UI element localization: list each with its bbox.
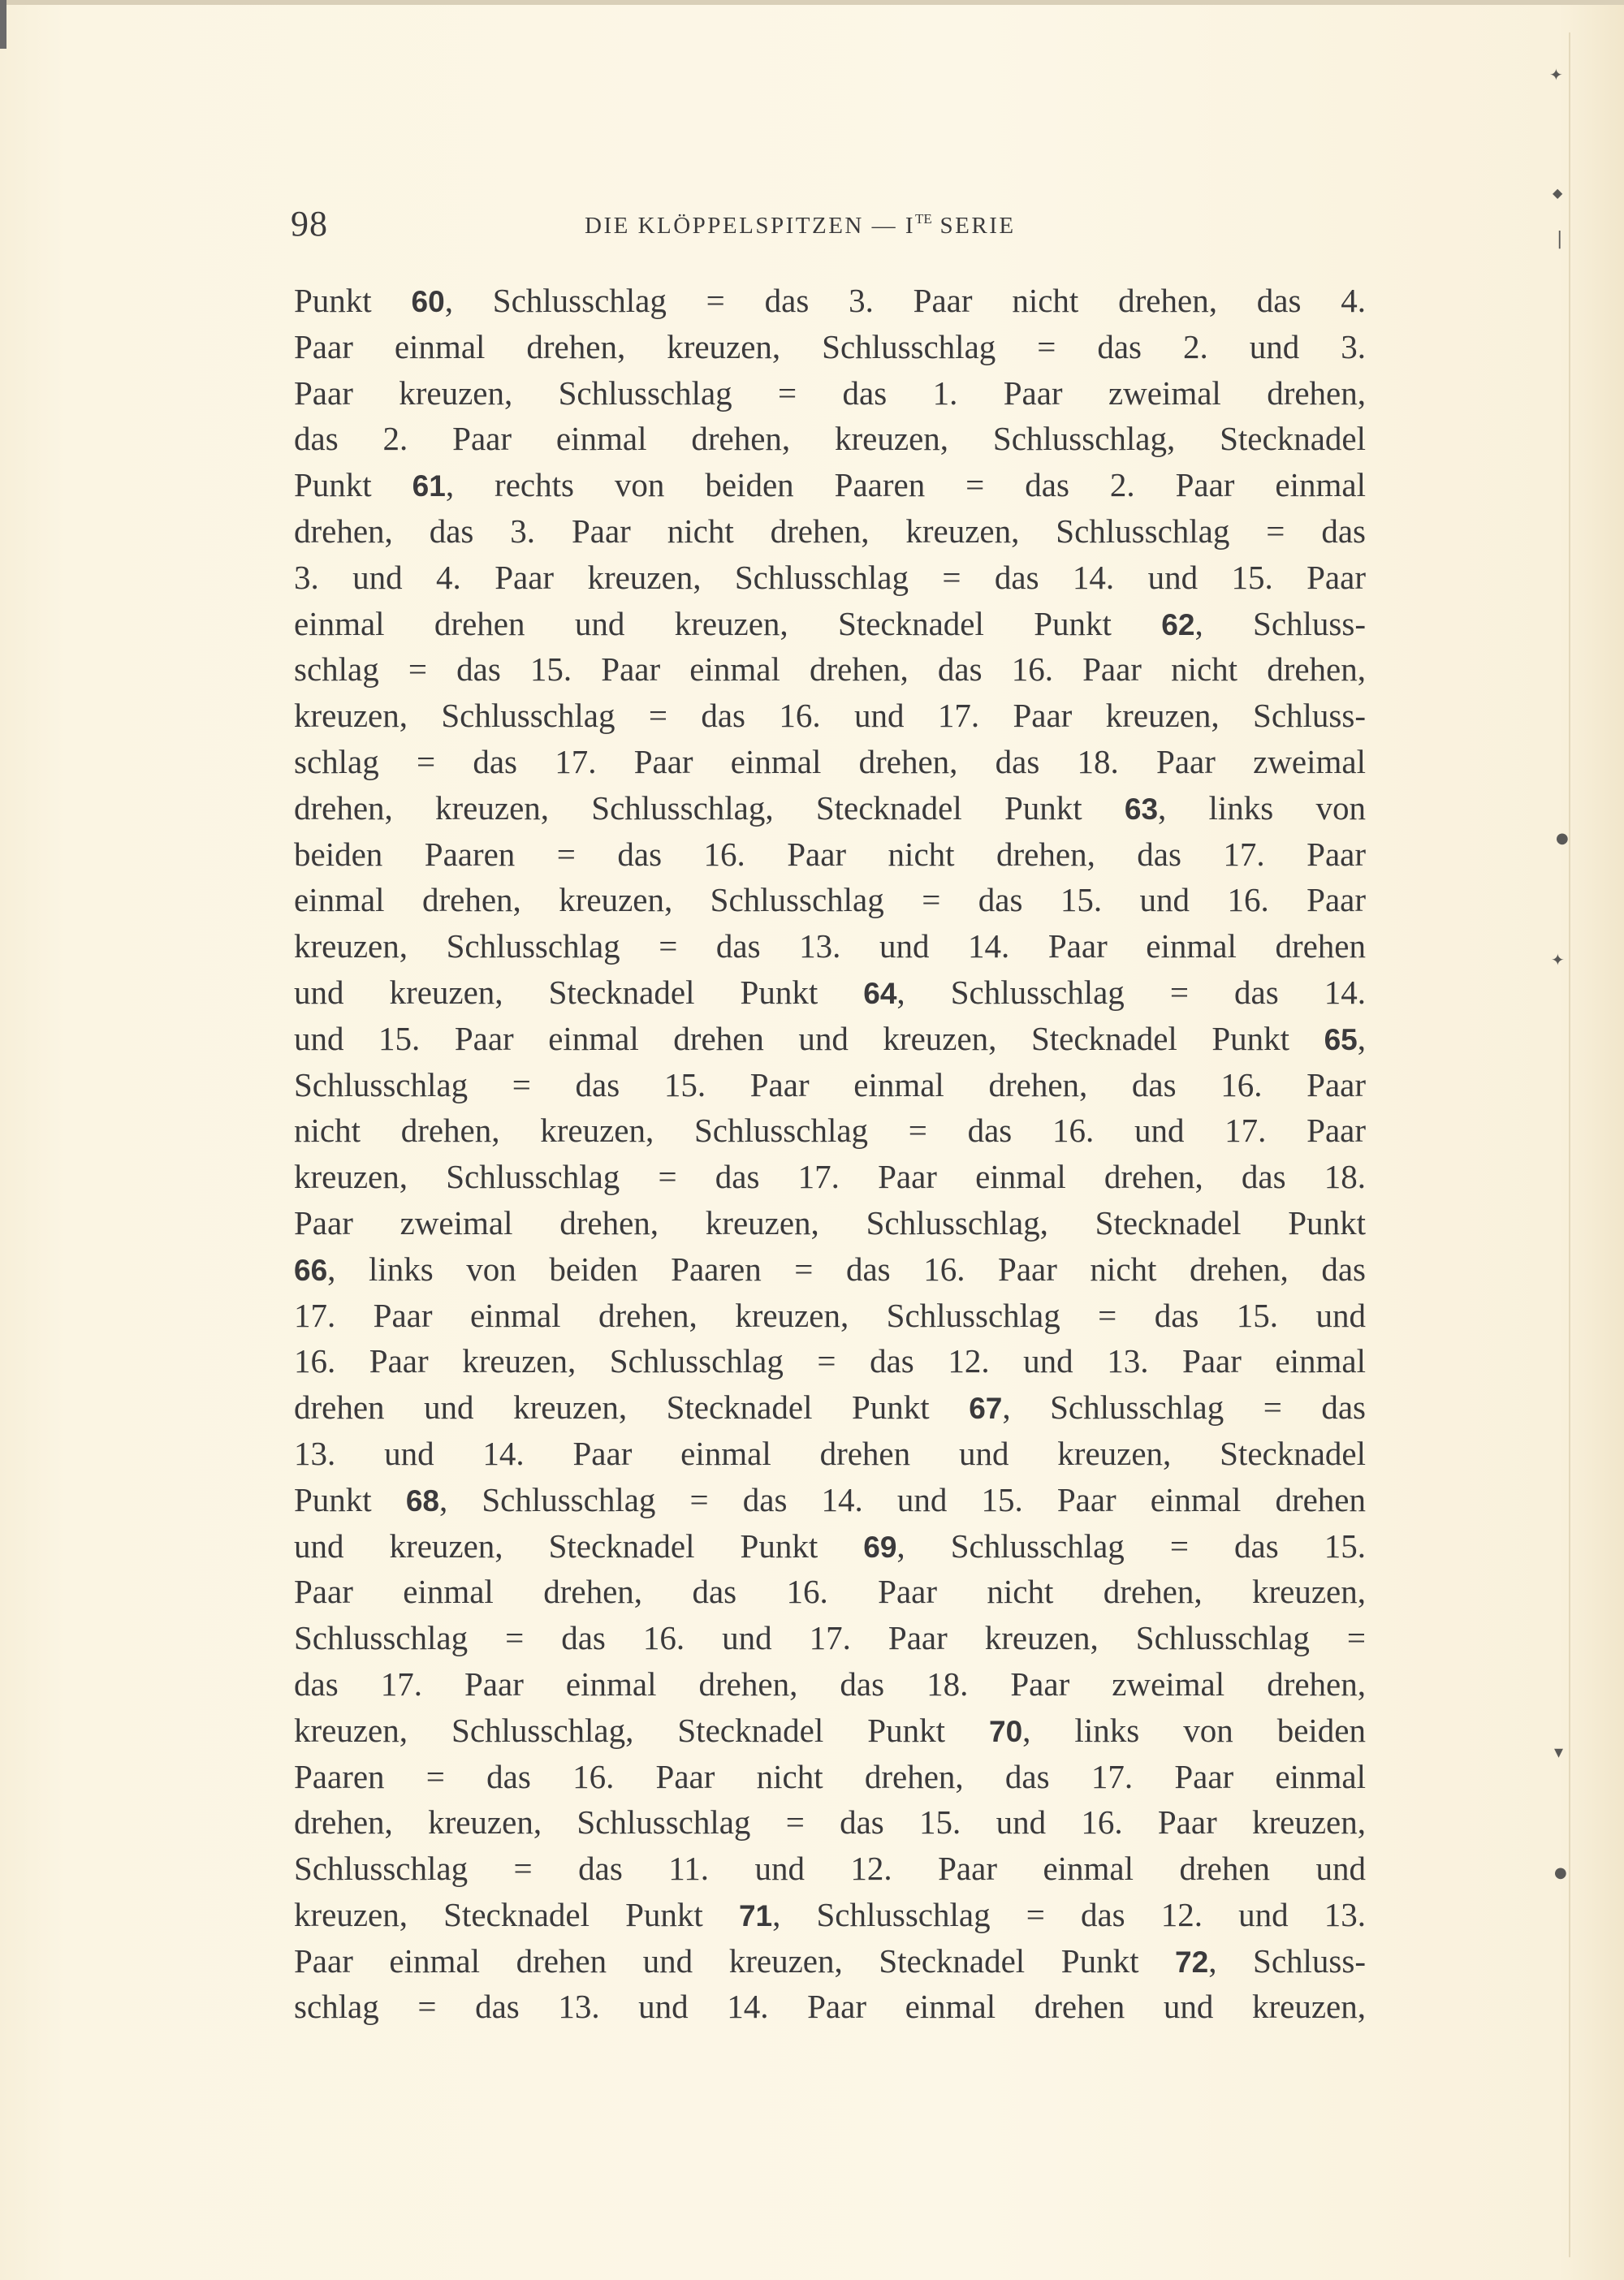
text-line	[294, 739, 1366, 785]
text-line	[294, 462, 1366, 508]
line-text: , links von	[1158, 788, 1366, 827]
running-head	[585, 211, 1016, 240]
line-text: , Schlusschlag = das 3. Paar nicht drehen, das 4.	[444, 282, 1366, 319]
line-text: kreuzen, Schlusschlag = das 13. und 14. Paar einmal drehen	[294, 927, 1366, 965]
line-text: und kreuzen, Stecknadel Punkt	[294, 1526, 864, 1565]
line-text: Punkt	[294, 282, 412, 319]
line-text: , Schlusschlag = das 12. und 13.	[772, 1895, 1366, 1933]
line-text: Schlusschlag = das 11. und 12. Paar einmal drehen und	[294, 1850, 1366, 1888]
line-text: schlag = das 15. Paar einmal drehen, das 16. Paar nicht drehen,	[294, 650, 1366, 689]
point-number: 72	[1175, 1945, 1209, 1979]
line-text: kreuzen, Schlusschlag, Stecknadel Punkt	[294, 1711, 989, 1749]
line-text: das 2. Paar einmal drehen, kreuzen, Schlusschlag, Stecknadel	[294, 420, 1366, 458]
margin-speck-mark: ✦	[1549, 65, 1563, 84]
text-line	[294, 1523, 1366, 1570]
text-line	[294, 1338, 1366, 1384]
text-line	[294, 969, 1366, 1016]
text-line	[294, 1477, 1366, 1523]
line-text: 17. Paar einmal drehen, kreuzen, Schlusschlag = das 15. und	[294, 1296, 1366, 1334]
line-text: , links von beiden	[1022, 1711, 1366, 1749]
line-text: Paar zweimal drehen, kreuzen, Schlusschlag, Stecknadel Punkt	[294, 1203, 1366, 1241]
text-line	[294, 1431, 1366, 1477]
line-text: , Schlusschlag = das 14. und 15. Paar einmal drehen	[438, 1480, 1366, 1518]
text-line	[294, 923, 1366, 969]
running-head-superscript: TE	[915, 211, 932, 227]
text-line	[294, 1016, 1366, 1062]
line-text: 3. und 4. Paar kreuzen, Schlusschlag = das 14. und 15. Paar	[294, 558, 1366, 596]
page-number: 98	[291, 204, 328, 244]
text-line	[294, 278, 1366, 324]
line-text: , links von beiden Paaren = das 16. Paar nicht drehen, das	[327, 1250, 1366, 1288]
point-number: 62	[1161, 607, 1195, 641]
running-head-title: DIE KLÖPPELSPITZEN — I	[585, 213, 916, 239]
line-text: kreuzen, Schlusschlag = das 17. Paar einmal drehen, das 18.	[294, 1158, 1366, 1196]
margin-speck-mark: ◆	[1553, 185, 1563, 201]
margin-speck-mark: ●	[1556, 830, 1569, 847]
text-line	[294, 877, 1366, 923]
point-number: 67	[969, 1392, 1003, 1426]
point-number: 66	[294, 1253, 328, 1287]
line-text: drehen, kreuzen, Schlusschlag = das 15. und 16. Paar kreuzen,	[294, 1803, 1366, 1842]
text-line	[294, 1062, 1366, 1108]
line-text: ,	[1357, 1019, 1366, 1057]
page-top-edge	[0, 0, 1624, 5]
line-text: und kreuzen, Stecknadel Punkt	[294, 973, 864, 1011]
text-line	[294, 1799, 1366, 1846]
page-header	[291, 203, 1371, 252]
text-line	[294, 555, 1366, 601]
text-line	[294, 1384, 1366, 1431]
text-line	[294, 1154, 1366, 1200]
line-text: das 17. Paar einmal drehen, das 18. Paar zweimal drehen,	[294, 1665, 1366, 1703]
text-line	[294, 1984, 1366, 2030]
page-left-edge	[0, 0, 6, 49]
margin-speck-mark: |	[1557, 229, 1563, 249]
margin-speck-mark: ●	[1554, 1864, 1567, 1881]
line-text: Punkt	[294, 1480, 406, 1518]
text-line	[294, 1200, 1366, 1246]
line-text: Paar einmal drehen und kreuzen, Stecknadel Punkt	[294, 1941, 1176, 1980]
text-line	[294, 1293, 1366, 1339]
line-text: drehen, kreuzen, Schlusschlag, Stecknadel Punkt	[294, 788, 1125, 827]
text-line	[294, 416, 1366, 462]
text-line	[294, 1754, 1366, 1800]
line-text: kreuzen, Schlusschlag = das 16. und 17. Paar kreuzen, Schluss-	[294, 697, 1366, 735]
line-text: beiden Paaren = das 16. Paar nicht drehen, das 17. Paar	[294, 835, 1366, 873]
text-line	[294, 1846, 1366, 1892]
text-line	[294, 1708, 1366, 1754]
point-number: 61	[412, 469, 446, 503]
text-line	[294, 785, 1366, 831]
running-head-series: SERIE	[931, 213, 1016, 239]
margin-speck-mark: ✦	[1551, 950, 1565, 969]
text-line	[294, 831, 1366, 878]
text-line	[294, 1108, 1366, 1154]
text-line	[294, 646, 1366, 693]
line-text: Paar kreuzen, Schlusschlag = das 1. Paar zweimal drehen,	[294, 374, 1366, 412]
line-text: , Schluss-	[1208, 1941, 1366, 1980]
page-fold-line	[1569, 32, 1570, 2257]
line-text: kreuzen, Stecknadel Punkt	[294, 1895, 739, 1933]
text-line	[294, 1892, 1366, 1938]
point-number: 65	[1324, 1022, 1358, 1056]
point-number: 64	[863, 976, 897, 1010]
line-text: , Schlusschlag = das	[1002, 1388, 1366, 1427]
line-text: drehen, das 3. Paar nicht drehen, kreuzen, Schlusschlag = das	[294, 512, 1366, 550]
line-text: drehen und kreuzen, Stecknadel Punkt	[294, 1388, 970, 1427]
point-number: 69	[863, 1530, 897, 1564]
text-line	[294, 1615, 1366, 1661]
text-line	[294, 601, 1366, 647]
line-text: 16. Paar kreuzen, Schlusschlag = das 12. und 13. Paar einmal	[294, 1342, 1366, 1380]
point-number: 71	[738, 1898, 773, 1932]
body-text	[294, 278, 1366, 2030]
line-text: schlag = das 17. Paar einmal drehen, das 18. Paar zweimal	[294, 742, 1366, 780]
line-text: einmal drehen, kreuzen, Schlusschlag = das 15. und 16. Paar	[294, 881, 1366, 919]
line-text: schlag = das 13. und 14. Paar einmal drehen und kreuzen,	[294, 1988, 1366, 2026]
text-line	[294, 508, 1366, 555]
line-text: Paar einmal drehen, das 16. Paar nicht drehen, kreuzen,	[294, 1573, 1366, 1611]
point-number: 60	[411, 285, 445, 318]
line-text: Paaren = das 16. Paar nicht drehen, das 17. Paar einmal	[294, 1757, 1366, 1795]
text-line	[294, 693, 1366, 739]
line-text: , Schlusschlag = das 14.	[896, 973, 1366, 1011]
line-text: , Schlusschlag = das 15.	[896, 1526, 1366, 1565]
line-text: Paar einmal drehen, kreuzen, Schlusschlag = das 2. und 3.	[294, 327, 1366, 365]
text-line	[294, 370, 1366, 417]
line-text: , rechts von beiden Paaren = das 2. Paar einmal	[445, 466, 1366, 504]
point-number: 70	[989, 1714, 1023, 1748]
text-line	[294, 324, 1366, 370]
line-text: Punkt	[294, 466, 412, 504]
line-text: nicht drehen, kreuzen, Schlusschlag = das 16. und 17. Paar	[294, 1112, 1366, 1150]
line-text: 13. und 14. Paar einmal drehen und kreuzen, Stecknadel	[294, 1434, 1366, 1472]
text-line	[294, 1246, 1366, 1293]
line-text: einmal drehen und kreuzen, Stecknadel Punkt	[294, 604, 1162, 642]
text-line	[294, 1938, 1366, 1984]
line-text: und 15. Paar einmal drehen und kreuzen, Stecknadel Punkt	[294, 1019, 1324, 1057]
point-number: 63	[1124, 792, 1159, 826]
line-text: , Schluss-	[1194, 604, 1366, 642]
text-line	[294, 1569, 1366, 1615]
line-text: Schlusschlag = das 15. Paar einmal drehen, das 16. Paar	[294, 1065, 1366, 1103]
margin-speck-mark: ▾	[1554, 1742, 1564, 1763]
text-line	[294, 1661, 1366, 1708]
point-number: 68	[405, 1483, 439, 1518]
line-text: Schlusschlag = das 16. und 17. Paar kreuzen, Schlusschlag =	[294, 1619, 1366, 1657]
